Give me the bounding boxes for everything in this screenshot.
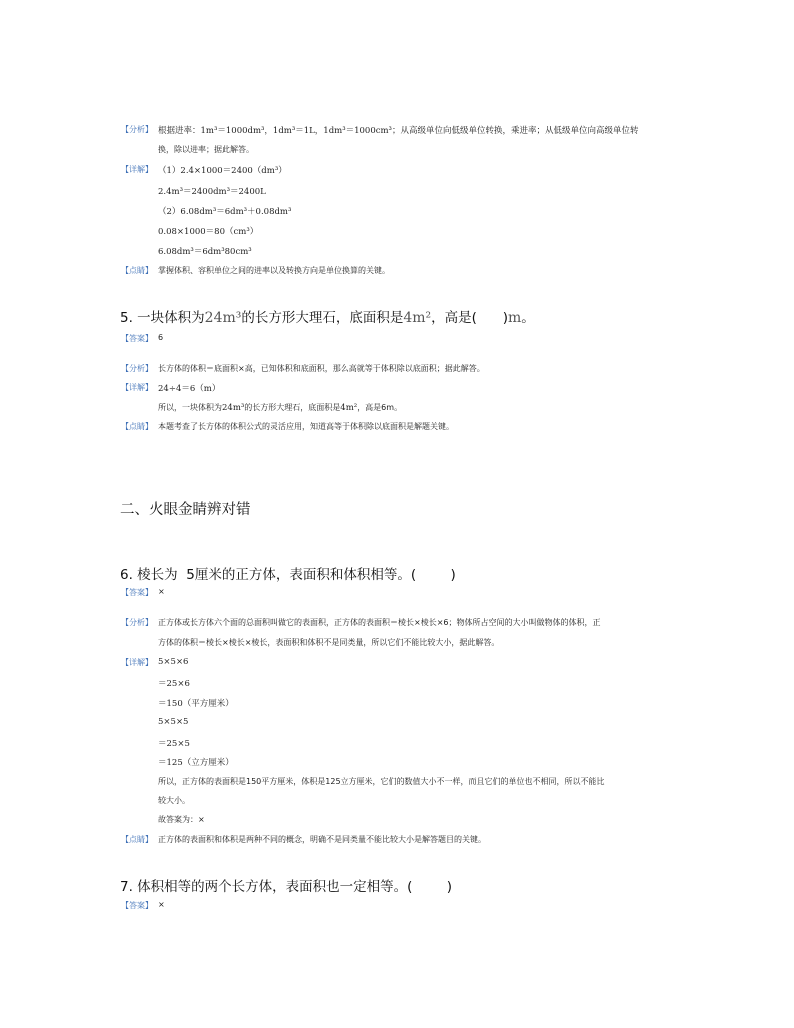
question-text: 。 xyxy=(521,310,535,326)
detail-line: 较大小。 xyxy=(158,796,190,805)
analysis-text: 方体的体积＝棱长×棱长×棱长，表面积和体积不是同类量，所以它们不能比较大小，据此解答。 xyxy=(158,638,500,647)
detail-line: 所以，正方体的表面积是150平方厘米，体积是125立方厘米，它们的数值大小不一样，而且它们的单位也不相同，所以不能比 xyxy=(158,777,605,786)
answer-label: 【答案】 xyxy=(121,334,153,343)
comment-label: 【点睛】 xyxy=(121,422,153,431)
detail-label: 【详解】 xyxy=(121,383,153,392)
detail-line: （1）2.4×1000＝2400（dm³） xyxy=(158,166,287,176)
section-title: 二、火眼金睛辨对错 xyxy=(120,502,251,518)
comment-text: 本题考查了长方体的体积公式的灵活应用，知道高等于体积除以底面积是解题关键。 xyxy=(158,422,454,431)
detail-line: 5×5×6 xyxy=(158,657,189,667)
detail-line: 故答案为：× xyxy=(158,815,205,824)
comment-text: 掌握体积、容积单位之间的进率以及转换方向是单位换算的关键。 xyxy=(158,266,390,275)
answer-label: 【答案】 xyxy=(121,901,153,910)
analysis-text: 正方体或长方体六个面的总面积叫做它的表面积，正方体的表面积＝棱长×棱长×6；物体所占空间的大小叫做物体的体积，正 xyxy=(158,618,601,627)
analysis-label: 【分析】 xyxy=(121,125,153,134)
question-7: 7. 体积相等的两个长方体，表面积也一定相等。( ) xyxy=(120,879,453,895)
detail-line: 0.08×1000＝80（cm³） xyxy=(158,227,259,237)
watermark: ​ xyxy=(317,153,343,201)
detail-text: 的长方形大理石，底面积是 xyxy=(244,403,341,412)
detail-line: 6.08dm³＝6dm³80cm³ xyxy=(158,247,252,257)
analysis-text: 根据进率：1m³＝1000dm³，1dm³＝1L，1dm³＝1000cm³；从高级单位向低级单位转换，乘进率；从低级单位向高级单位转 xyxy=(158,126,639,136)
comment-label: 【点睛】 xyxy=(121,266,153,275)
answer-value: × xyxy=(158,587,165,596)
detail-line: ＝25×5 xyxy=(158,739,190,749)
detail-text: ，高是6m。 xyxy=(357,403,403,412)
detail-text: 所以，一块体积为 xyxy=(158,403,222,412)
area-value: 4m² xyxy=(340,403,358,413)
question-text: 5. 一块体积为 xyxy=(120,310,205,326)
answer-blank xyxy=(477,310,503,326)
comment-label: 【点睛】 xyxy=(121,835,153,844)
unit-label: m xyxy=(507,310,522,326)
question-text: ) xyxy=(502,310,508,326)
detail-label: 【详解】 xyxy=(121,658,153,667)
analysis-label: 【分析】 xyxy=(121,618,153,627)
question-6: 6. 棱长为 5厘米的正方体，表面积和体积相等。( ) xyxy=(120,567,456,583)
detail-line: 24÷4＝6（m） xyxy=(158,384,221,394)
volume-value: 24m³ xyxy=(222,403,245,413)
volume-value: 24m³ xyxy=(204,310,242,326)
detail-line: 5×5×5 xyxy=(158,717,189,727)
answer-value: 6 xyxy=(158,333,164,342)
analysis-text: 换，除以进率；据此解答。 xyxy=(158,145,254,154)
question-text: 的长方形大理石，底面积是 xyxy=(241,310,404,326)
detail-line: 2.4m³＝2400dm³＝2400L xyxy=(158,187,266,197)
detail-line: ＝125（立方厘米） xyxy=(158,758,234,768)
analysis-label: 【分析】 xyxy=(121,364,153,373)
question-text: ，高是( xyxy=(431,310,477,326)
analysis-text: 长方体的体积＝底面积×高，已知体积和底面积，那么高就等于体积除以底面积；据此解答。 xyxy=(158,364,485,373)
detail-line: ＝150（平方厘米） xyxy=(158,699,234,709)
detail-label: 【详解】 xyxy=(121,165,153,174)
detail-line: ＝25×6 xyxy=(158,679,190,689)
detail-line xyxy=(158,402,402,413)
area-value: 4m² xyxy=(403,310,432,326)
comment-text: 正方体的表面积和体积是两种不同的概念，明确不是同类量不能比较大小是解答题目的关键。 xyxy=(158,835,486,844)
question-5 xyxy=(120,306,535,326)
detail-line: （2）6.08dm³＝6dm³＋0.08dm³ xyxy=(158,207,292,217)
answer-value: × xyxy=(158,900,165,909)
answer-label: 【答案】 xyxy=(121,588,153,597)
